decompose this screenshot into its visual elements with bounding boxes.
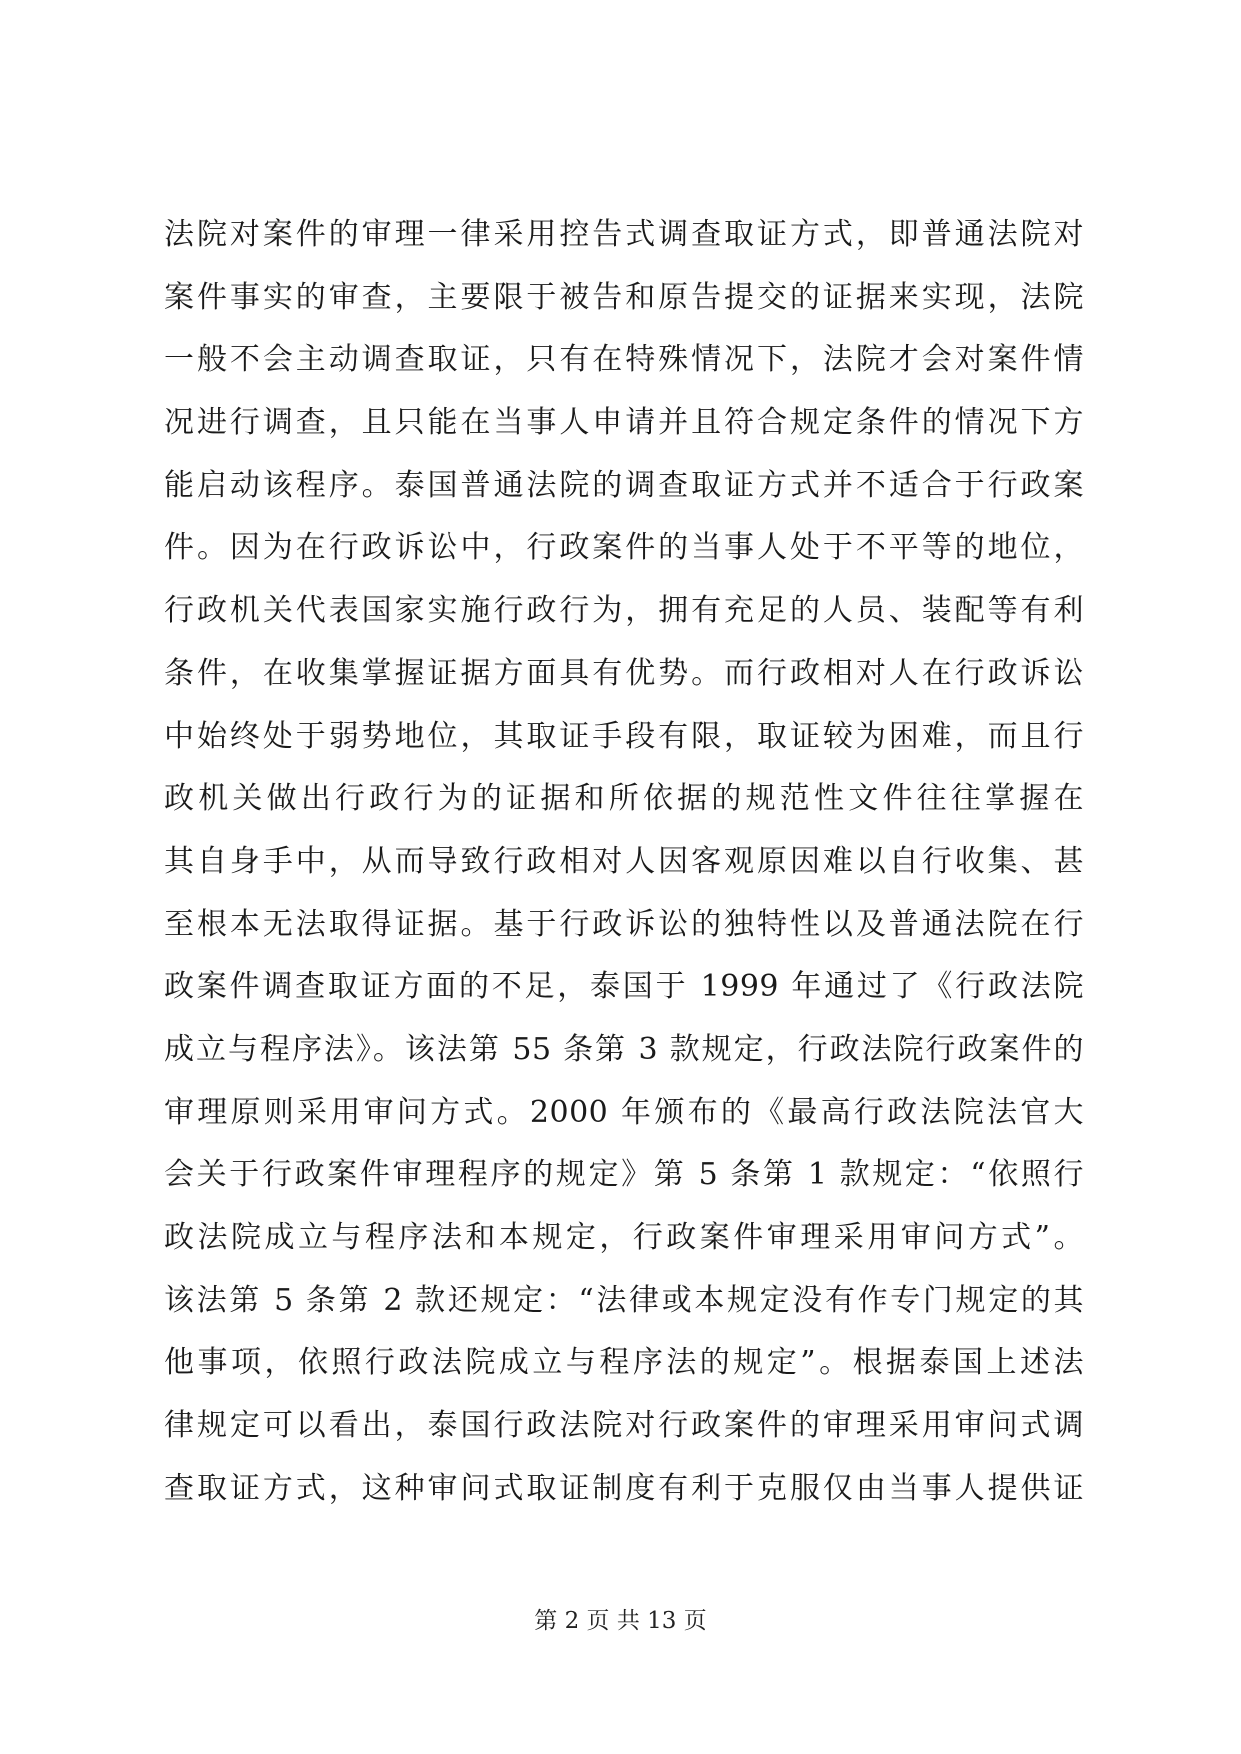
- text-line: 条件，在收集掌握证据方面具有优势。而行政相对人在行政诉讼: [164, 655, 1084, 691]
- text-line: 律规定可以看出，泰国行政法院对行政案件的审理采用审问式调: [164, 1408, 1084, 1444]
- body-text: [164, 204, 1084, 1520]
- text-line: 能启动该程序。泰国普通法院的调查取证方式并不适合于行政案: [164, 467, 1084, 503]
- text-line: 法院对案件的审理一律采用控告式调查取证方式，即普通法院对: [164, 217, 1084, 252]
- page-footer: 第 2 页 共 13 页: [534, 1608, 707, 1634]
- text-line: 政案件调查取证方面的不足，泰国于 1999 年通过了《行政法院: [164, 969, 1084, 1005]
- text-line: 政机关做出行政行为的证据和所依据的规范性文件往往掌握在: [164, 781, 1084, 817]
- text-line: 成立与程序法》。该法第 55 条第 3 款规定，行政法院行政案件的: [164, 1031, 1084, 1067]
- text-line: 行政机关代表国家实施行政行为，拥有充足的人员、装配等有利: [164, 593, 1084, 629]
- text-line: 该法第 5 条第 2 款还规定：“法律或本规定没有作专门规定的其: [164, 1282, 1084, 1318]
- text-line: 件。因为在行政诉讼中，行政案件的当事人处于不平等的地位，: [164, 530, 1084, 566]
- text-line: 会关于行政案件审理程序的规定》第 5 条第 1 款规定：“依照行: [164, 1157, 1084, 1193]
- text-line: 一般不会主动调查取证，只有在特殊情况下，法院才会对案件情: [164, 342, 1084, 378]
- text-line: 他事项，依照行政法院成立与程序法的规定”。根据泰国上述法: [164, 1345, 1084, 1381]
- text-line: 政法院成立与程序法和本规定，行政案件审理采用审问方式”。: [164, 1220, 1084, 1255]
- text-line: 其自身手中，从而导致行政相对人因客观原因难以自行收集、甚: [164, 843, 1084, 879]
- text-line: 况进行调查，且只能在当事人申请并且符合规定条件的情况下方: [164, 405, 1084, 441]
- text-line: 案件事实的审查，主要限于被告和原告提交的证据来实现，法院: [164, 279, 1084, 315]
- text-line: 查取证方式，这种审问式取证制度有利于克服仅由当事人提供证: [164, 1470, 1084, 1506]
- text-line: 中始终处于弱势地位，其取证手段有限，取证较为困难，而且行: [164, 718, 1084, 754]
- text-line: 至根本无法取得证据。基于行政诉讼的独特性以及普通法院在行: [164, 906, 1084, 942]
- text-line: 审理原则采用审问方式。2000 年颁布的《最高行政法院法官大: [164, 1094, 1084, 1130]
